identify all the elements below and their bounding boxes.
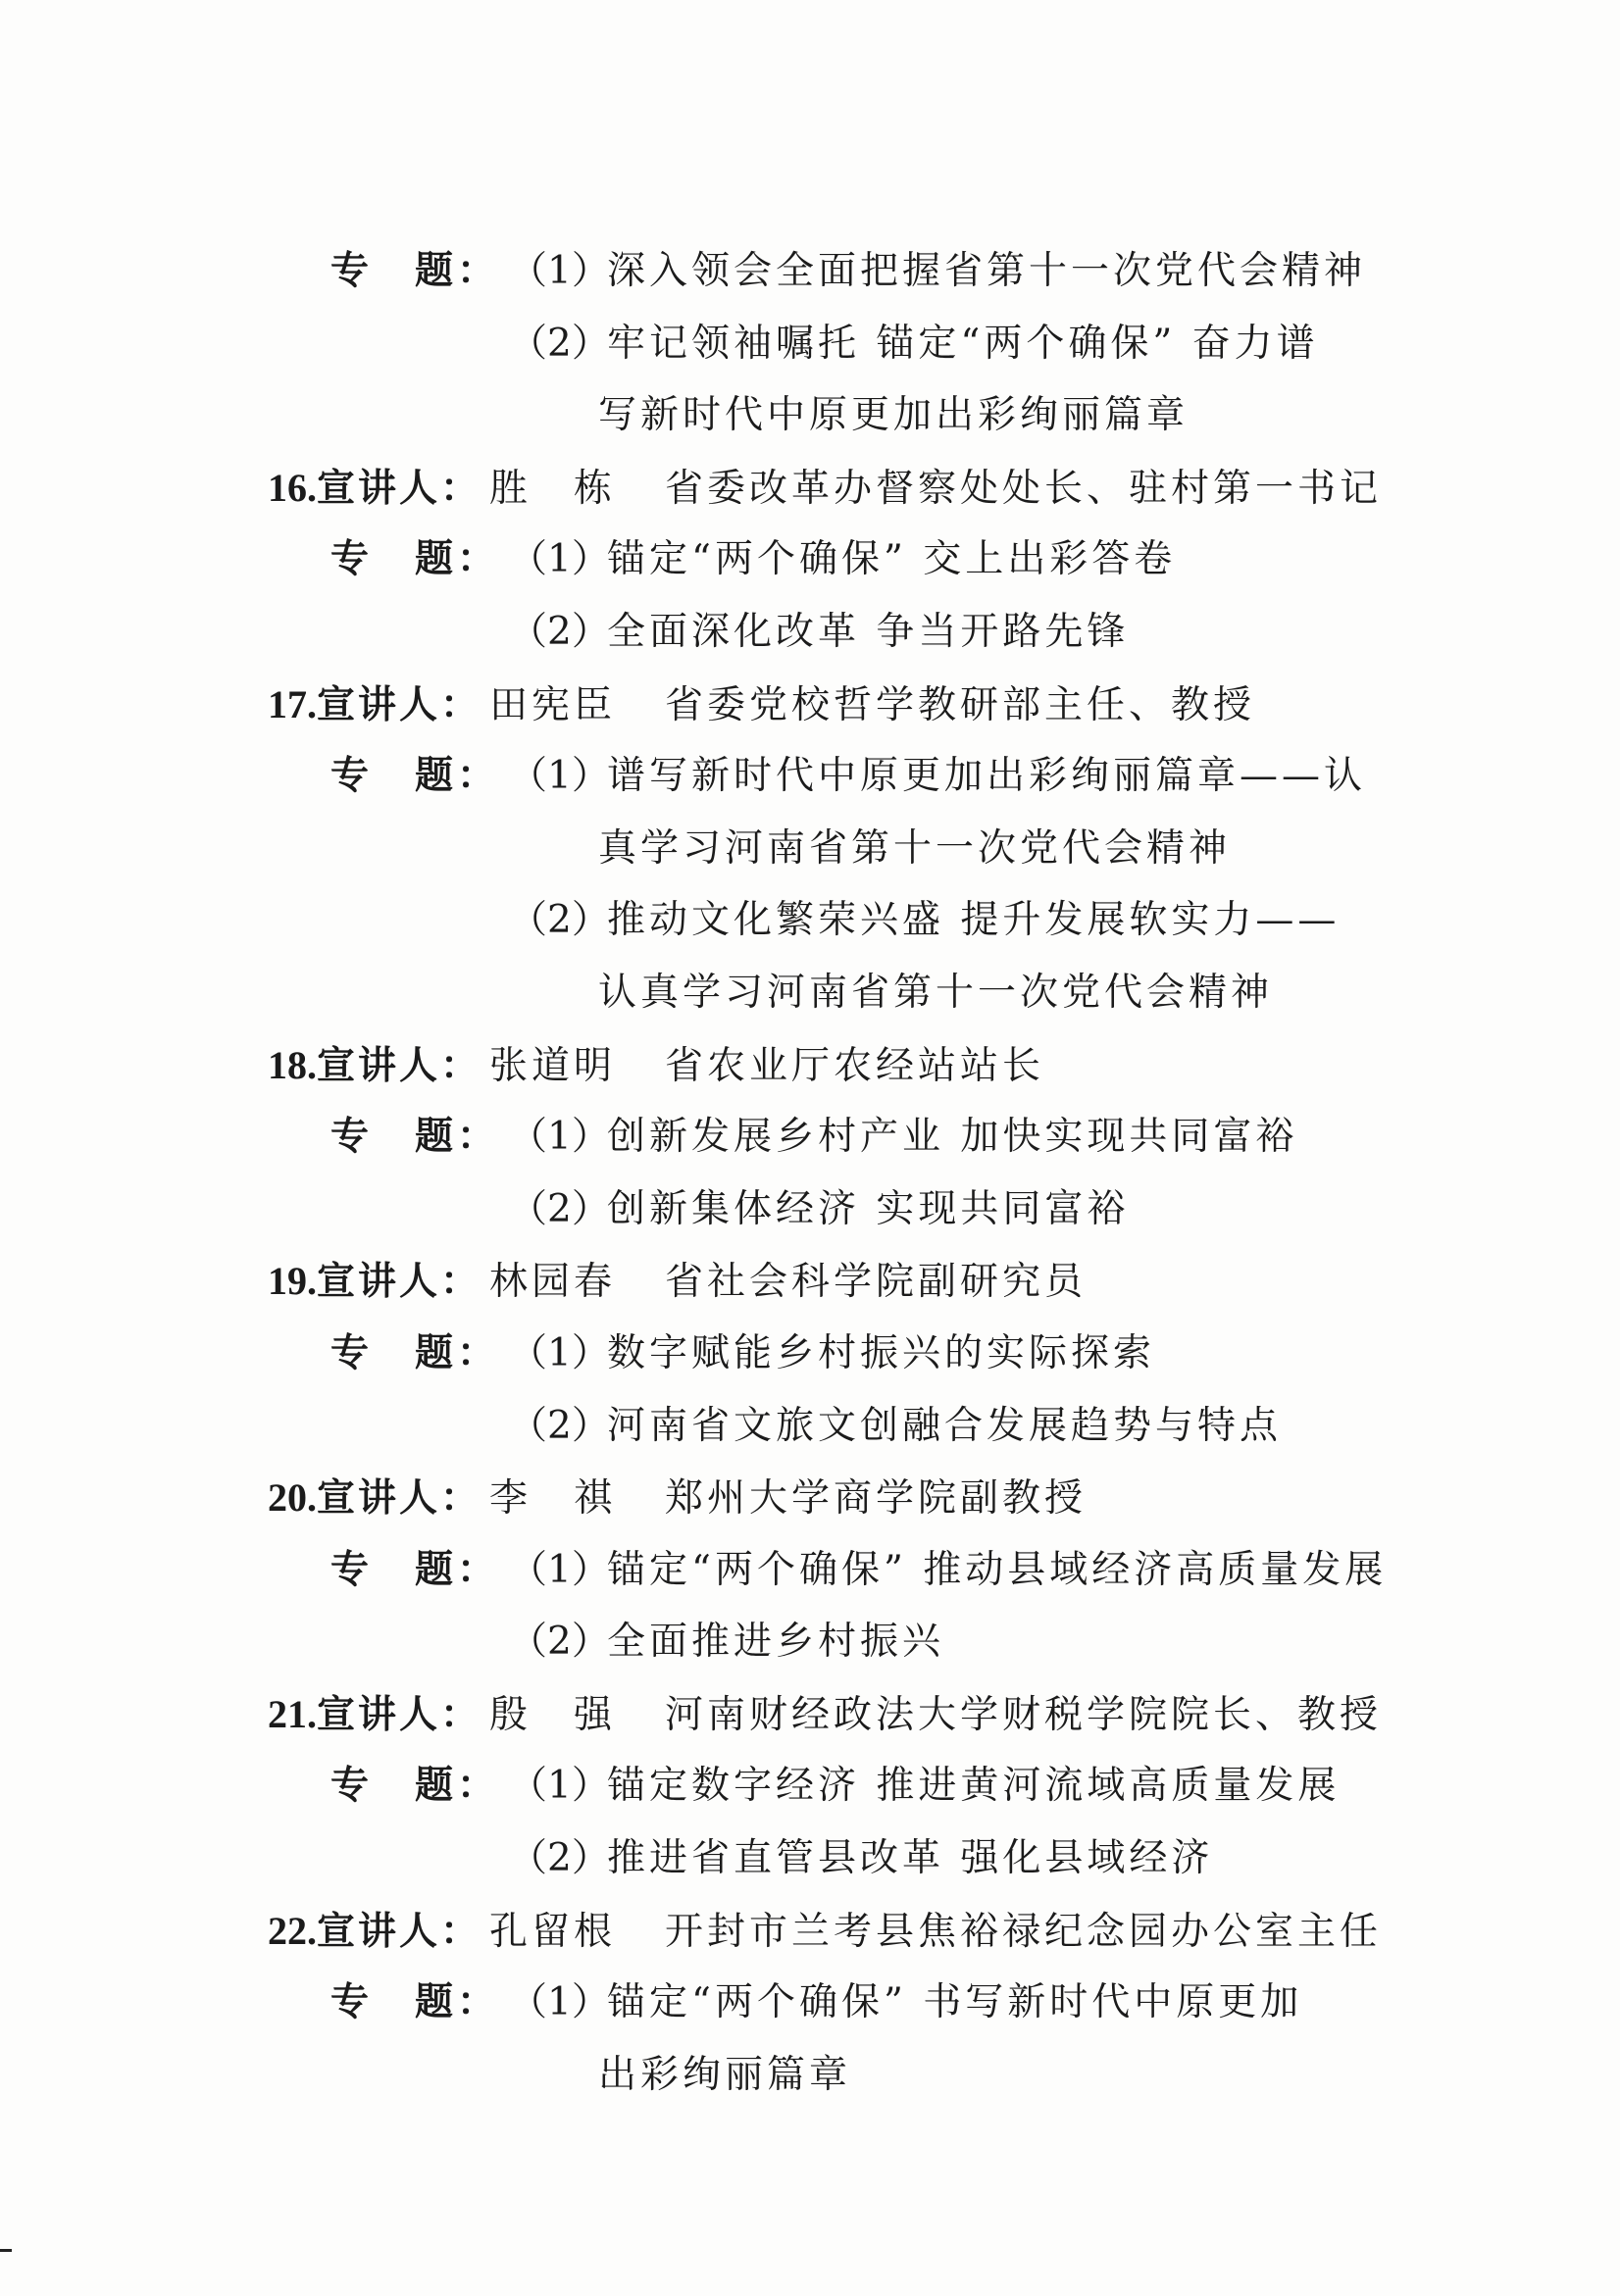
speaker-role-label: 宣讲人： bbox=[317, 681, 482, 727]
topic-line bbox=[0, 1534, 1620, 1607]
topic-label: 专 题： bbox=[330, 1114, 500, 1160]
topic-marker: （1） bbox=[509, 1547, 610, 1592]
topic-text: 创新发展乡村产业 加快实现共同富裕 bbox=[607, 1115, 1298, 1160]
topic-label: 专 题： bbox=[330, 753, 500, 799]
topic-line bbox=[0, 1750, 1620, 1822]
topic-text: 谱写新时代中原更加出彩绚丽篇章——认 bbox=[607, 754, 1367, 799]
topic-marker: （2） bbox=[509, 1620, 610, 1665]
topic-label: 专 题： bbox=[330, 1329, 500, 1375]
speaker-role-label: 宣讲人： bbox=[317, 1691, 482, 1737]
topic-wrap-line bbox=[0, 957, 1620, 1029]
topic-text: 锚定“两个确保” 书写新时代中原更加 bbox=[607, 1980, 1303, 2025]
topic-text: 锚定“两个确保” 推动县域经济高质量发展 bbox=[607, 1547, 1388, 1592]
speaker-title: 省委改革办督察处处长、驻村第一书记 bbox=[665, 466, 1383, 511]
topic-item-line bbox=[0, 1606, 1620, 1678]
speaker-name: 殷 强 bbox=[489, 1692, 617, 1737]
topic-item-line bbox=[0, 1390, 1620, 1463]
topic-marker: （2） bbox=[509, 321, 610, 366]
topic-marker: （2） bbox=[509, 609, 610, 654]
topic-text: 深入领会全面把握省第十一次党代会精神 bbox=[607, 249, 1367, 293]
topic-line bbox=[0, 740, 1620, 813]
topic-wrap-line bbox=[0, 2039, 1620, 2112]
speaker-name: 胜 栋 bbox=[489, 466, 617, 511]
topic-text: 全面推进乡村振兴 bbox=[607, 1620, 945, 1665]
speaker-role-label: 宣讲人： bbox=[317, 1475, 482, 1522]
topic-marker: （1） bbox=[509, 1980, 610, 2025]
topic-text: 河南省文旅文创融合发展趋势与特点 bbox=[607, 1403, 1283, 1448]
speaker-line bbox=[0, 1895, 1620, 1968]
topic-text: 推进省直管县改革 强化县域经济 bbox=[607, 1836, 1214, 1881]
topic-line bbox=[0, 1101, 1620, 1173]
topic-label: 专 题： bbox=[330, 1979, 500, 2025]
speaker-title: 郑州大学商学院副教授 bbox=[665, 1476, 1088, 1522]
topic-item-line bbox=[0, 308, 1620, 380]
topic-line bbox=[0, 524, 1620, 596]
scan-edge-mark bbox=[0, 2249, 12, 2252]
speaker-title: 开封市兰考县焦裕禄纪念园办公室主任 bbox=[665, 1909, 1383, 1954]
speaker-role-label: 宣讲人： bbox=[317, 1908, 482, 1954]
topic-marker: （1） bbox=[509, 754, 610, 799]
topic-item-line bbox=[0, 1173, 1620, 1246]
speaker-name: 李 祺 bbox=[489, 1476, 617, 1522]
topic-text: 全面深化改革 争当开路先锋 bbox=[607, 609, 1130, 654]
speaker-title: 省农业厅农经站站长 bbox=[665, 1043, 1045, 1088]
speaker-list bbox=[0, 235, 1620, 2111]
topic-marker: （1） bbox=[509, 1115, 610, 1160]
topic-marker: （2） bbox=[509, 1403, 610, 1448]
topic-line bbox=[0, 1318, 1620, 1390]
speaker-name: 张道明 bbox=[489, 1043, 617, 1088]
topic-wrap-line bbox=[0, 813, 1620, 885]
topic-text: 数字赋能乡村振兴的实际探索 bbox=[607, 1330, 1156, 1375]
speaker-name: 田宪臣 bbox=[489, 682, 617, 727]
topic-label: 专 题： bbox=[330, 1763, 500, 1809]
speaker-number: 18. bbox=[268, 1042, 317, 1087]
speaker-number: 17. bbox=[268, 681, 317, 726]
speaker-number: 20. bbox=[268, 1475, 317, 1521]
speaker-number: 19. bbox=[268, 1259, 317, 1304]
speaker-line bbox=[0, 1245, 1620, 1318]
speaker-title: 河南财经政法大学财税学院院长、教授 bbox=[665, 1692, 1383, 1737]
topic-marker: （2） bbox=[509, 1836, 610, 1881]
topic-label: 专 题： bbox=[330, 1546, 500, 1592]
topic-text: 锚定数字经济 推进黄河流域高质量发展 bbox=[607, 1764, 1341, 1809]
topic-marker: （1） bbox=[509, 1764, 610, 1809]
speaker-name: 林园春 bbox=[489, 1260, 617, 1305]
topic-text: 真学习河南省第十一次党代会精神 bbox=[598, 825, 1232, 871]
topic-marker: （1） bbox=[509, 249, 610, 293]
topic-item-line bbox=[0, 596, 1620, 669]
speaker-number: 22. bbox=[268, 1908, 317, 1953]
topic-text: 创新集体经济 实现共同富裕 bbox=[607, 1186, 1130, 1231]
speaker-line bbox=[0, 1029, 1620, 1102]
topic-line bbox=[0, 235, 1620, 308]
speaker-line bbox=[0, 1462, 1620, 1534]
topic-label: 专 题： bbox=[330, 248, 500, 293]
speaker-name: 孔留根 bbox=[489, 1909, 617, 1954]
speaker-line bbox=[0, 669, 1620, 741]
topic-text: 写新时代中原更加出彩绚丽篇章 bbox=[598, 393, 1190, 438]
speaker-line bbox=[0, 452, 1620, 524]
speaker-role-label: 宣讲人： bbox=[317, 1259, 482, 1305]
topic-item-line bbox=[0, 1822, 1620, 1895]
speaker-title: 省社会科学院副研究员 bbox=[665, 1260, 1088, 1305]
speaker-number: 21. bbox=[268, 1691, 317, 1736]
speaker-line bbox=[0, 1678, 1620, 1751]
topic-marker: （1） bbox=[509, 537, 610, 582]
topic-text: 锚定“两个确保” 交上出彩答卷 bbox=[607, 537, 1177, 582]
speaker-role-label: 宣讲人： bbox=[317, 465, 482, 511]
topic-text: 推动文化繁荣兴盛 提升发展软实力—— bbox=[607, 898, 1341, 943]
speaker-role-label: 宣讲人： bbox=[317, 1042, 482, 1088]
topic-text: 认真学习河南省第十一次党代会精神 bbox=[598, 970, 1274, 1015]
topic-text: 牢记领袖嘱托 锚定“两个确保” 奋力谱 bbox=[607, 321, 1319, 366]
topic-marker: （2） bbox=[509, 1186, 610, 1231]
speaker-number: 16. bbox=[268, 465, 317, 510]
topic-wrap-line bbox=[0, 379, 1620, 452]
topic-marker: （1） bbox=[509, 1330, 610, 1375]
speaker-title: 省委党校哲学教研部主任、教授 bbox=[665, 682, 1256, 727]
topic-label: 专 题： bbox=[330, 536, 500, 582]
topic-item-line bbox=[0, 884, 1620, 957]
topic-text: 出彩绚丽篇章 bbox=[598, 2052, 852, 2097]
topic-marker: （2） bbox=[509, 898, 610, 943]
topic-line bbox=[0, 1967, 1620, 2039]
